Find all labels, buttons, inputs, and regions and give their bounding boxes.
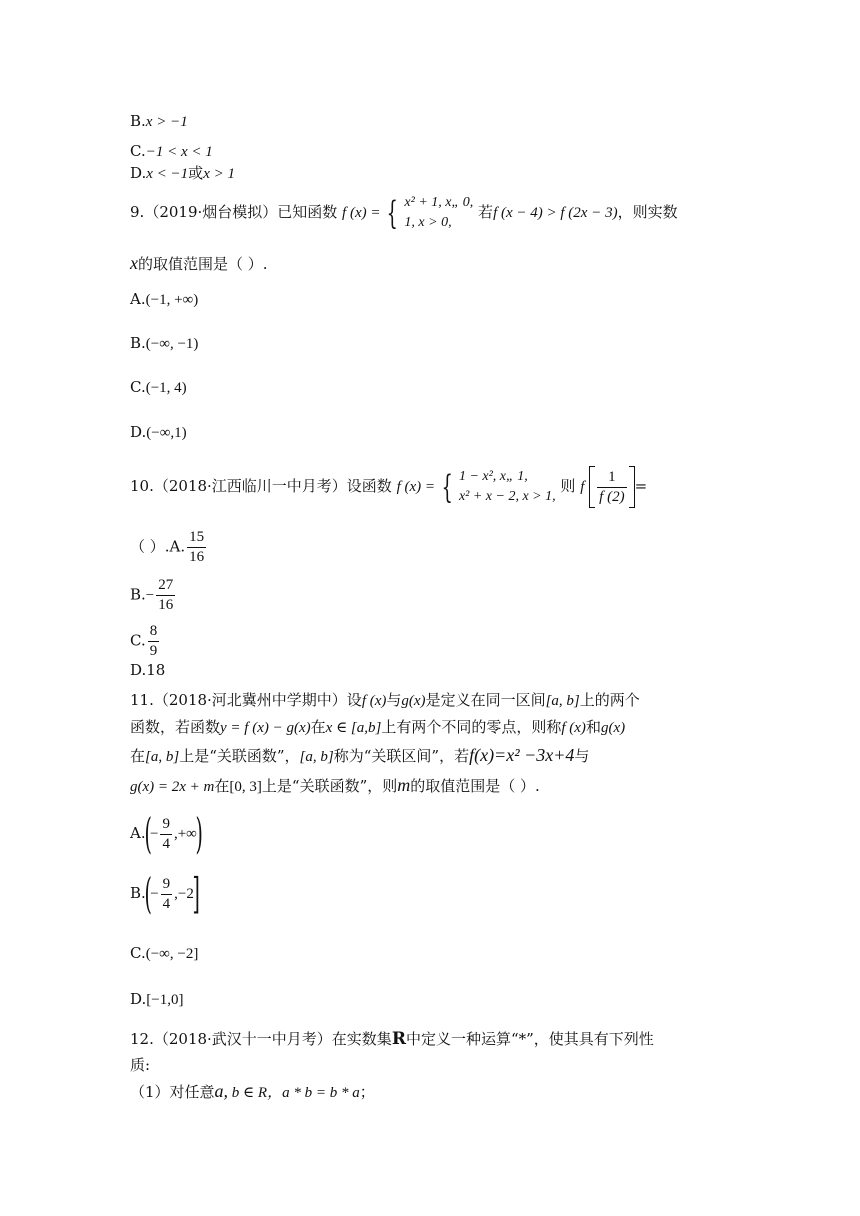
q9-stem: 9.（2019·烟台模拟）已知函数 f (x) = { x² + 1, x„ 0, 1, x > 0, 若f (x − 4) > f (2x − 3)，则实数 — [130, 194, 678, 232]
q10-option-c: C. $\frac{8}{9}$ — [130, 623, 158, 659]
q11-option-d: D.[−1,0] — [130, 990, 184, 1008]
option-b-prev: B.x > −1 — [130, 112, 188, 130]
q10-option-a: （ ）.A. $\frac{15}{16}$ — [130, 529, 205, 565]
q9-option-b: B.(−∞, −1) — [130, 334, 199, 352]
q9-stem-line2: x的取值范围是（ ）. — [130, 253, 268, 273]
q10-piecewise: 1 − x², x„ 1, x² + x − 2, x > 1, — [458, 469, 556, 504]
q11-line4: g(x) = 2x + m在[0, 3]上是“关联函数”，则m的取值范围是（ ）. — [130, 775, 540, 795]
option-c-prev: C.−1 < x < 1 — [130, 142, 213, 160]
q11-line1: 11.（2018·河北冀州中学期中）设f (x)与g(x)是定义在同一区间[a, b]上的两个 — [130, 691, 640, 709]
q12-line2: 质: — [130, 1056, 151, 1074]
option-d-prev: D.x < −1或x > 1 — [130, 164, 235, 182]
q11-option-a: A.(− $\frac{9}{4}$ ,+∞) — [130, 809, 203, 858]
q9-option-d: D.(−∞,1) — [130, 423, 187, 441]
q12-line1: 12.（2018·武汉十一中月考）在实数集R中定义一种运算“*”，使其具有下列性 — [130, 1029, 654, 1049]
q11-option-c: C.(−∞, −2] — [130, 944, 199, 962]
q10-option-b: B.− $\frac{27}{16}$ — [130, 577, 174, 613]
q10-stem: 10.（2018·江西临川一中月考）设函数 f (x) = { 1 − x², x„ 1, x² + x − 2, x > 1, 则 f $\frac{1}{f (2)}$ = — [130, 468, 648, 506]
q11-line3: 在[a, b]上是“关联函数”，[a, b]称为“关联区间”，若f(x)=x² −3x+4与 — [130, 745, 590, 765]
q10-option-d: D.18 — [130, 661, 166, 679]
q12-line3: （1）对任意a, b ∈ R，a * b = b * a； — [130, 1081, 375, 1101]
q9-piecewise: x² + 1, x„ 0, 1, x > 0, — [404, 195, 474, 230]
q11-line2: 函数，若函数y = f (x) − g(x)在x ∈ [a,b]上有两个不同的零点，则称f (x)和g(x) — [130, 718, 626, 736]
q9-option-a: A.(−1, +∞) — [130, 290, 199, 308]
q11-option-b: B.(− $\frac{9}{4}$ ,−2] — [130, 869, 200, 918]
q9-option-c: C.(−1, 4) — [130, 378, 187, 396]
